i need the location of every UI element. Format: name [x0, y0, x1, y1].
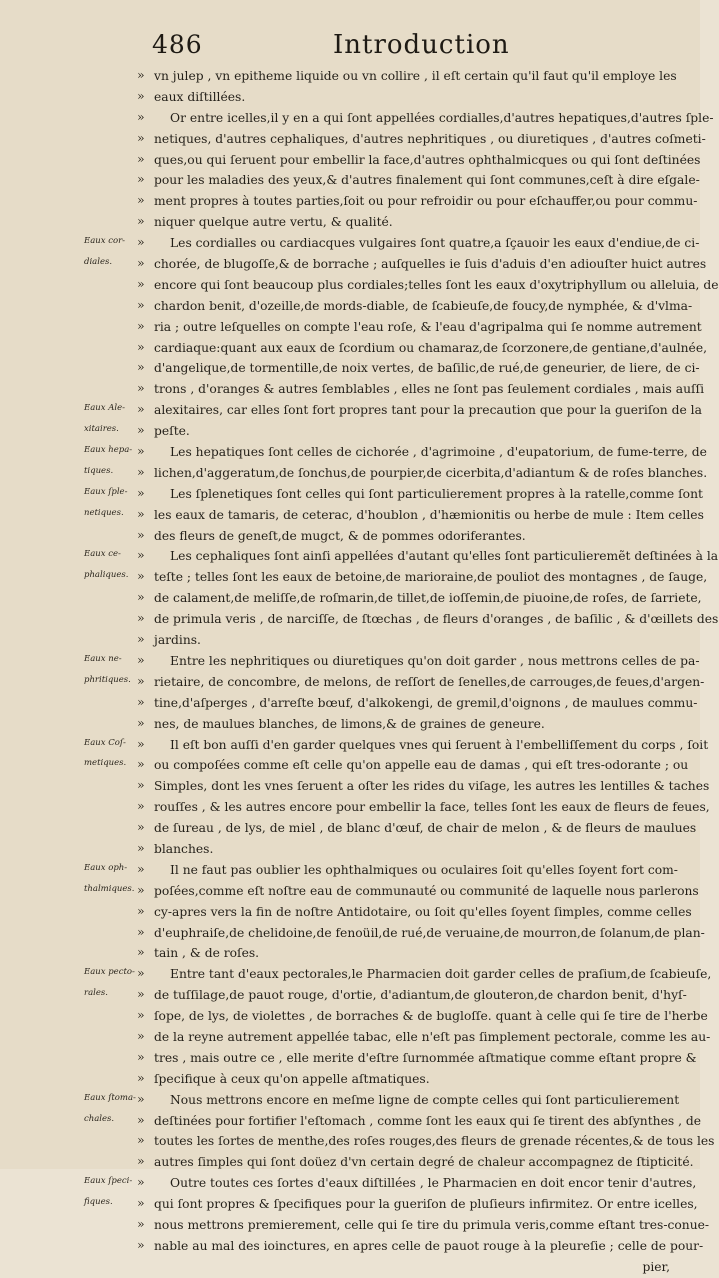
- line-text: cy-apres vers la fin de noſtre Antidotaire, ou ſoit qu'elles ſoyent ſimples, comme celles: [154, 904, 692, 919]
- quote-mark: »: [137, 1195, 145, 1211]
- text-line: [0, 400, 700, 421]
- margin-note: Eaux ce-: [84, 549, 121, 560]
- quote-mark: »: [137, 1007, 145, 1023]
- quote-mark: »: [137, 505, 145, 521]
- line-text: cardiaque:quant aux eaux de ſcordium ou chamaraz,de ſcorzonere,de gentiane,d'aulnée,: [154, 340, 708, 355]
- text-line: [0, 651, 700, 672]
- text-line: [0, 129, 706, 150]
- margin-note: fiques.: [84, 1197, 113, 1208]
- quote-mark: »: [137, 819, 145, 835]
- running-title: Introduction: [333, 30, 510, 60]
- margin-note: netiques.: [84, 507, 124, 518]
- quote-mark: »: [137, 672, 145, 688]
- quote-mark: »: [137, 1090, 145, 1106]
- quote-mark: »: [137, 192, 145, 208]
- text-line: [0, 526, 700, 547]
- quote-mark: »: [137, 317, 145, 333]
- line-text: Entre tant d'eaux pectorales,le Pharmacien doit garder celles de praſium,de ſcabieuſe,: [170, 967, 712, 982]
- catchword-line: [0, 1257, 700, 1278]
- text-line: [0, 693, 700, 714]
- text-line: [0, 630, 700, 651]
- margin-note: Eaux ſtoma-: [84, 1092, 136, 1103]
- line-text: Les cephaliques ſont ainſi appellées d'autant qu'elles ſont particulieremẽt deſtinées à la: [170, 549, 719, 564]
- line-text: vn julep , vn epitheme liquide ou vn collire , il eſt certain qu'il faut qu'il employe les: [154, 69, 677, 83]
- text-line: [0, 818, 700, 839]
- line-text: ou compoſées comme eſt celle qu'on appelle eau de damas , qui eſt tres-odorante ; ou: [154, 758, 689, 773]
- line-text: toutes les ſortes de menthe,des roſes rouges,des fleurs de grenade récentes,& de tous les: [154, 1134, 715, 1149]
- line-text: d'euphraiſe,de chelidoine,de fenoüil,de rué,de veruaine,de mourron,de ſolanum,de plan-: [154, 925, 705, 940]
- text-line: [0, 860, 700, 881]
- text-line: [0, 505, 704, 526]
- line-text: Outre toutes ces ſortes d'eaux diſtillées , le Pharmacien en doit encor tenir d'autres,: [170, 1176, 697, 1191]
- quote-mark: »: [137, 296, 145, 312]
- text-line: [0, 358, 700, 379]
- quote-mark: »: [137, 484, 145, 500]
- text-line: [0, 964, 712, 985]
- quote-mark: »: [137, 401, 145, 417]
- margin-note: thalmiques.: [84, 883, 135, 894]
- text-line: [0, 66, 700, 87]
- text-line: [0, 609, 719, 630]
- quote-mark: »: [137, 275, 145, 291]
- quote-mark: »: [137, 108, 145, 124]
- margin-note: Eaux ne-: [84, 653, 122, 664]
- quote-mark: »: [137, 756, 145, 772]
- margin-note: rales.: [84, 988, 108, 999]
- quote-mark: »: [137, 860, 145, 876]
- line-text: chorée, de blugoſſe,& de borrache ; auſquelles ie ſuis d'aduis d'en adiouſter huict autres: [154, 257, 707, 272]
- page-number: 486: [152, 30, 203, 59]
- line-text: de primula veris , de narciſſe, de ſtœchas , de fleurs d'oranges , de baſilic , & d'œillets des: [154, 612, 719, 627]
- quote-mark: »: [137, 1174, 145, 1190]
- text-line: [0, 212, 700, 233]
- quote-mark: »: [137, 777, 145, 793]
- line-text: eaux diſtillées.: [154, 89, 246, 104]
- line-text: Nous mettrons encore en meſme ligne de compte celles qui ſont particulierement: [170, 1092, 680, 1107]
- text-line: [0, 1069, 700, 1090]
- text-line: [0, 567, 708, 588]
- text-line: [0, 776, 710, 797]
- text-line: [0, 296, 700, 317]
- text-line: [0, 1215, 710, 1236]
- margin-note: Eaux ſpeci-: [84, 1176, 133, 1187]
- quote-mark: »: [137, 631, 145, 647]
- text-line: [0, 463, 708, 484]
- line-text: Les cordialles ou cardiacques vulgaires ſont quatre,a ſçauoir les eaux d'endiue,de ci-: [170, 236, 700, 251]
- line-text: chardon benit, d'ozeille,de mords-diable, de ſcabieuſe,de foucy,de nymphée, & d'vlma-: [154, 298, 693, 313]
- line-text: rouſſes , & les autres encore pour embellir la face, telles ſont les eaux de fleurs de feues,: [154, 800, 710, 815]
- margin-note: phaliques.: [84, 570, 129, 581]
- quote-mark: »: [137, 67, 145, 82]
- line-text: poſées,comme eſt noſtre eau de communauté ou communité de laquelle nous parlerons: [154, 883, 699, 898]
- quote-mark: »: [137, 902, 145, 918]
- quote-mark: »: [137, 1215, 145, 1231]
- line-text: ques,ou qui ſeruent pour embellir la face,d'autres ophthalmicques ou qui ſont deſtinées: [154, 152, 701, 167]
- quote-mark: »: [137, 526, 145, 542]
- text-line: [0, 881, 700, 902]
- line-text: les eaux de tamaris, de ceterac, d'houblon , d'hæmionitis ou herbe de mule : Item celles: [154, 507, 704, 522]
- quote-mark: »: [137, 380, 145, 396]
- margin-note: Eaux cor-: [84, 236, 126, 247]
- line-text: pour les maladies des yeux,& d'autres finalement qui ſont communes,ceſt à dire eſgale-: [154, 173, 700, 188]
- text-line: [0, 672, 705, 693]
- text-line: [0, 317, 700, 338]
- quote-mark: »: [137, 255, 145, 271]
- quote-mark: »: [137, 651, 145, 667]
- quote-mark: »: [137, 129, 145, 145]
- text-line: [0, 943, 700, 964]
- text-line: [0, 755, 700, 776]
- text-line: [0, 484, 703, 505]
- margin-note: Eaux hepa-: [84, 445, 133, 456]
- quote-mark: »: [137, 1069, 145, 1085]
- text-line: [0, 1131, 715, 1152]
- quote-mark: »: [137, 234, 145, 250]
- quote-mark: »: [137, 693, 145, 709]
- line-text: netiques, d'autres cephaliques, d'autres nephritiques , ou diuretiques , d'autres coſmeti-: [154, 131, 706, 146]
- line-text: ſope, de lys, de violettes , de borraches & de bugloſſe. quant à celle qui ſe tire de l'herbe: [154, 1009, 708, 1024]
- quote-mark: »: [137, 610, 145, 626]
- text-line: [0, 1090, 700, 1111]
- quote-mark: »: [137, 965, 145, 981]
- line-text: encore qui ſont beaucoup plus cordiales;telles ſont les eaux d'oxytriphyllum ou alleluia, de: [154, 277, 719, 292]
- quote-mark: »: [137, 422, 145, 438]
- line-text: Simples, dont les vnes ſeruent a oſter les rides du viſage, les autres les lentilles & taches: [154, 779, 710, 794]
- quote-mark: »: [137, 547, 145, 563]
- line-text: teſte ; telles ſont les eaux de betoine,de marioraine,de pouliot des montagnes , de ſauge,: [154, 570, 708, 585]
- text-line: [0, 1152, 700, 1173]
- quote-mark: »: [137, 1236, 145, 1252]
- line-text: tres , mais outre ce , elle merite d'eſtre ſurnommée aſtmatique comme eſtant propre &: [154, 1050, 697, 1065]
- quote-mark: »: [137, 881, 145, 897]
- quote-mark: »: [137, 443, 145, 459]
- margin-note: chales.: [84, 1113, 115, 1124]
- text-body: [0, 66, 719, 1278]
- line-text: tine,d'aſperges , d'arreſte bœuf, d'alkokengi, de gremil,d'oignons , de maulues commu-: [154, 695, 698, 710]
- line-text: ſpecifique à ceux qu'on appelle aſtmatiques.: [154, 1071, 430, 1086]
- page-header: [0, 30, 700, 64]
- line-text: Il ne faut pas oublier les ophthalmiques ou oculaires ſoit qu'elles ſoyent fort com-: [170, 862, 678, 877]
- line-text: blanches.: [154, 841, 214, 856]
- quote-mark: »: [137, 923, 145, 939]
- text-line: [0, 275, 719, 296]
- quote-mark: »: [137, 1111, 145, 1127]
- quote-mark: »: [137, 568, 145, 584]
- catchword: pier,: [642, 1259, 670, 1274]
- text-line: [0, 150, 700, 171]
- quote-mark: »: [137, 798, 145, 814]
- line-text: de ſureau , de lys, de miel , de blanc d'œuf, de chair de melon , & de fleurs de maulues: [154, 821, 697, 836]
- line-text: de la reyne autrement appellée tabac, elle n'eſt pas ſimplement pectorale, comme les au-: [154, 1029, 711, 1044]
- text-line: [0, 985, 700, 1006]
- text-line: [0, 714, 700, 735]
- line-text: nes, de maulues blanches, de limons,& de graines de geneure.: [154, 716, 545, 731]
- line-text: d'angelique,de tormentille,de noix vertes, de baſilic,de rué,de geneurier, de liere, de ci-: [154, 361, 700, 376]
- text-line: [0, 254, 707, 275]
- text-line: [0, 108, 714, 129]
- margin-note: xitaires.: [84, 424, 119, 435]
- quote-mark: »: [137, 839, 145, 855]
- line-text: Il eſt bon auſſi d'en garder quelques vnes qui ſeruent à l'embelliſſement du corps , ſoit: [170, 737, 709, 752]
- text-line: [0, 1006, 708, 1027]
- text-line: [0, 338, 708, 359]
- quote-mark: »: [137, 1048, 145, 1064]
- margin-note: diales.: [84, 257, 113, 268]
- line-text: rietaire, de concombre, de melons, de reſſort de ſenelles,de carrouges,de feues,d'argen-: [154, 674, 705, 689]
- quote-mark: »: [137, 1027, 145, 1043]
- text-line: [0, 1236, 704, 1257]
- quote-mark: »: [137, 944, 145, 960]
- quote-mark: »: [137, 359, 145, 375]
- line-text: ria ; outre leſquelles on compte l'eau roſe, & l'eau d'agripalma qui ſe nomme autrement: [154, 319, 702, 334]
- text-line: [0, 839, 700, 860]
- text-line: [0, 421, 700, 442]
- text-line: [0, 1048, 700, 1069]
- quote-mark: »: [137, 171, 145, 187]
- quote-mark: »: [137, 735, 145, 751]
- line-text: Les ſplenetiques ſont celles qui ſont particulierement propres à la ratelle,comme ſont: [170, 486, 703, 501]
- text-line: [0, 735, 709, 756]
- margin-note: Eaux pecto-: [84, 967, 135, 978]
- margin-note: metiques.: [84, 758, 127, 769]
- margin-note: Eaux ſple-: [84, 486, 128, 497]
- text-line: [0, 191, 700, 212]
- line-text: ment propres à toutes parties,ſoit ou pour refroidir ou pour eſchauffer,ou pour commu-: [154, 194, 698, 209]
- text-line: [0, 1027, 711, 1048]
- line-text: autres ſimples qui ſont doüez d'vn certain degré de chaleur accompagnez de ſtipticité.: [154, 1155, 694, 1170]
- text-line: [0, 902, 700, 923]
- line-text: de tuſſilage,de pauot rouge, d'ortie, d'adiantum,de glouteron,de chardon benit, d'hyſ-: [154, 988, 687, 1003]
- line-text: lichen,d'aggeratum,de ſonchus,de pourpier,de cicerbita,d'adiantum & de roſes blanches.: [154, 465, 708, 480]
- text-line: [0, 233, 700, 254]
- quote-mark: »: [137, 1132, 145, 1148]
- text-line: [0, 1173, 700, 1194]
- quote-mark: »: [137, 150, 145, 166]
- text-line: [0, 546, 719, 567]
- margin-note: tiques.: [84, 465, 114, 476]
- quote-mark: »: [137, 87, 145, 103]
- line-text: peſte.: [154, 424, 190, 439]
- line-text: de calament,de meliſſe,de roſmarin,de tillet,de ioſſemin,de piuoine,de roſes, de ſarriete,: [154, 591, 702, 606]
- margin-note: Eaux oph-: [84, 862, 128, 873]
- text-line: [0, 379, 705, 400]
- text-line: [0, 1111, 700, 1132]
- line-text: niquer quelque autre vertu, & qualité.: [154, 215, 393, 230]
- text-line: [0, 588, 700, 609]
- line-text: trons , d'oranges & autres ſemblables , elles ne ſont pas ſeulement cordiales , mais auſſi: [154, 382, 705, 397]
- line-text: nable au mal des ioinctures, en apres celle de pauot rouge à la pleureſie ; celle de pour-: [154, 1238, 704, 1253]
- quote-mark: »: [137, 589, 145, 605]
- line-text: Les hepatiques ſont celles de cichorée , d'agrimoine , d'eupatorium, de fume-terre, de: [170, 445, 707, 460]
- text-line: [0, 87, 700, 108]
- margin-note: phritiques.: [84, 674, 131, 685]
- quote-mark: »: [137, 338, 145, 354]
- line-text: Or entre icelles,il y en a qui ſont appellées cordialles,d'autres hepatiques,d'autres ſple-: [170, 110, 714, 125]
- quote-mark: »: [137, 1153, 145, 1169]
- line-text: tain , & de roſes.: [154, 946, 260, 961]
- text-line: [0, 923, 705, 944]
- margin-note: Eaux Coſ-: [84, 737, 126, 748]
- margin-note: Eaux Ale-: [84, 403, 126, 414]
- line-text: alexitaires, car elles ſont fort propres tant pour la precaution que pour la gueriſon de la: [154, 403, 702, 418]
- text-line: [0, 442, 707, 463]
- text-line: [0, 797, 710, 818]
- line-text: des fleurs de geneſt,de mugct, & de pommes odoriferantes.: [154, 528, 526, 543]
- quote-mark: »: [137, 714, 145, 730]
- line-text: jardins.: [154, 633, 201, 648]
- quote-mark: »: [137, 463, 145, 479]
- text-line: [0, 170, 700, 191]
- line-text: deſtinées pour fortifier l'eſtomach , comme ſont les eaux qui ſe tirent des abſynthes , de: [154, 1113, 702, 1128]
- line-text: qui ſont propres & ſpecifiques pour la gueriſon de pluſieurs infirmitez. Or entre icelles,: [154, 1197, 698, 1212]
- quote-mark: »: [137, 986, 145, 1002]
- quote-mark: »: [137, 213, 145, 229]
- text-line: [0, 1194, 700, 1215]
- line-text: nous mettrons premierement, celle qui ſe tire du primula veris,comme eſtant tres-conue-: [154, 1217, 710, 1232]
- line-text: Entre les nephritiques ou diuretiques qu'on doit garder , nous mettrons celles de pa-: [170, 653, 700, 668]
